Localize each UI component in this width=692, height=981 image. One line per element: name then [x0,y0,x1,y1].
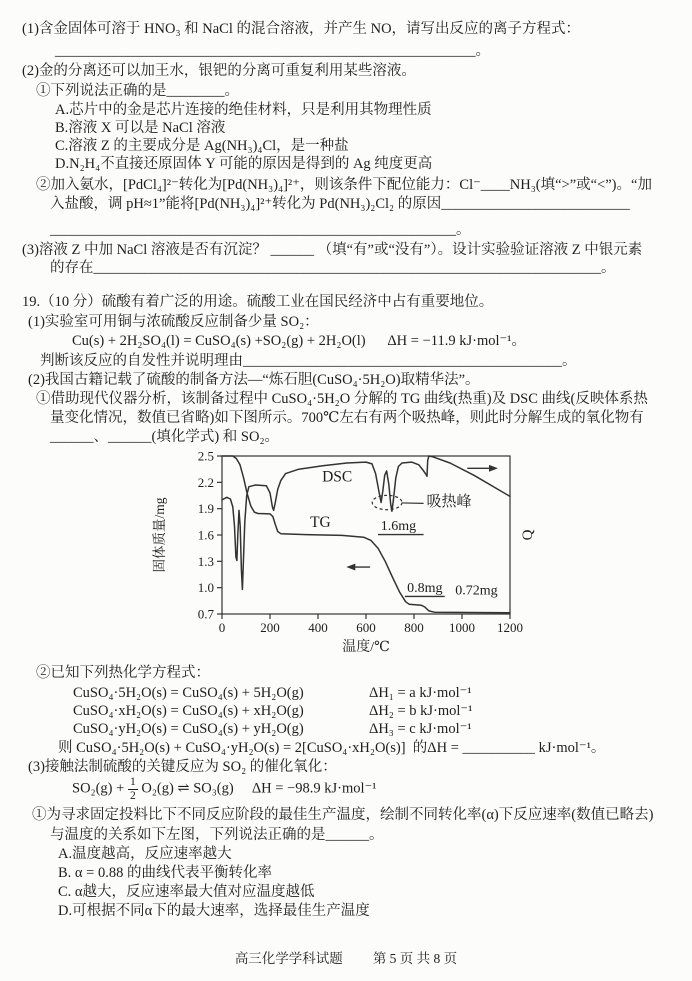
mass-label: 0.72mg [455,583,498,599]
q18-sub2-line1: ②加入氨水，[PdCl₄]²⁻转化为[Pd(NH₃)₄]²⁺，则该条件下配位能力：Cl⁻____NH₃(填“>”或“<”)。“加 [36,177,652,193]
x-axis-label: 温度/℃ [342,640,390,655]
q19-heading: 19.（10 分）硫酸有着广泛的用途。硫酸工业在国民经济中占有重要地位。 [22,294,494,310]
exam-title: 高三化学学科试题 [234,951,343,966]
q19-part1-equation: Cu(s) + 2H₂SO₄(l) = CuSO₄(s) +SO₂(g) + 2H₂O(l) ΔH = −11.9 kJ·mol⁻¹。 [72,333,526,349]
eq1-dh: ΔH₁ = a kJ·mol⁻¹ [369,685,472,701]
q18-option-a: A.芯片中的金是芯片连接的绝佳材料，只是利用其物理性质 [55,102,432,118]
mass-label: 1.6mg [380,519,417,535]
q19-option-a: A.温度越高，反应速率越大 [58,846,232,862]
mass-label: 0.8mg [407,581,443,597]
q18-part3-line1: (3)溶液 Z 中加 NaCl 溶液是否有沉淀？ ______ （填“有”或“没有”）。设计实验验证溶液 Z 中银元素 [22,242,643,258]
q18-option-b: B.溶液 X 可以是 NaCl 溶液 [55,120,226,136]
y-tick-label: 1.9 [197,501,214,517]
q19-sub3-line2: 与温度的关系如下左图，下列说法正确的是______。 [50,827,384,843]
x-tick-label: 200 [260,620,280,635]
q19-option-c: C. α越大，反应速率最大值对应温度越低 [58,884,315,900]
q19-sub1-line2: 量变化情况，数值已省略)如下图所示。700℃左右有两个吸热峰，则此时分解生成的氧化物有 [50,410,644,426]
q19-sub3-line1: ①为寻求固定投料比下不同反应阶段的最佳生产温度，绘制不同转化率(α)下反应速率(数值已略去) [32,807,654,823]
q19-thermo-eq3 [73,720,472,739]
eq1-left: CuSO₄·5H₂O(s) = CuSO₄(s) + 5H₂O(g) [73,685,304,701]
y-axis-label-left: 固体质量/mg [152,497,167,573]
q19-sub2-stem: ②已知下列热化学方程式： [36,665,210,681]
q19-option-b: B. α = 0.88 的曲线代表平衡转化率 [58,865,272,881]
dsc-label: DSC [322,468,353,486]
endotherm-peaks-ellipse [372,495,402,509]
y-tick-label: 2.5 [197,448,214,464]
endotherm-label: 吸热峰 [426,494,472,511]
tg-axis-arrow-head [346,564,355,571]
q18-part1-blank: __________________________________________________________。 [55,43,490,59]
tg-dsc-chart [150,446,550,662]
tg-label: TG [310,514,331,532]
dsc-curve [222,456,510,589]
eq2-dh: ΔH₂ = b kJ·mol⁻¹ [369,703,473,719]
eq3-left: CuSO₄·yH₂O(s) = CuSO₄(s) + yH₂O(g) [73,721,304,737]
q19-part3-text: (3)接触法制硫酸的关键反应为 SO₂ 的催化氧化： [28,759,337,775]
x-tick-label: 1000 [449,620,475,635]
q18-sub1-stem: ①下列说法正确的是________。 [36,83,239,99]
q18-option-d: D.N₂H₄不直接还原固体 Y 可能的原因是得到的 Ag 纯度更高 [55,156,433,172]
q19-sub1-line3: ______、______(填化学式) 和 SO₂。 [50,429,279,445]
q19-sub1-line1: ①借助现代仪器分析，该制备过程中 CuSO₄·5H₂O 分解的 TG 曲线(热重)及 DSC 曲线(反映体系热 [36,391,648,407]
x-tick-label: 400 [308,620,328,635]
so2-eq-pre: SO₂(g) + [72,780,128,797]
q19-option-d: D.可根据不同α下的最大速率，选择最佳生产温度 [58,903,370,919]
dsc-axis-arrow-head [489,465,498,472]
q19-part1-question: 判断该反应的自发性并说明理由____________________________________________。 [40,353,577,369]
y-tick-label: 2.2 [197,474,214,490]
so2-eq-post: O₂(g) ⇌ SO₃(g) ΔH = −98.9 kJ·mol⁻¹ [137,780,377,797]
q18-part3-line2: 的存在______________________________________________________________________。 [50,260,616,276]
x-tick-label: 800 [404,620,424,635]
x-tick-label: 1200 [497,620,523,635]
x-tick-label: 600 [356,620,376,635]
q18-option-c: C.溶液 Z 的主要成分是 Ag(NH₃)₄Cl，是一种盐 [55,138,349,154]
y-axis-label-right: Q [520,529,536,541]
q19-part2-text: (2)我国古籍记载了硫酸的制备方法—“炼石胆(CuSO₄·5H₂O)取精华法”。 [28,372,480,388]
page-footer [0,947,692,967]
q19-hess-question: 则 CuSO₄·5H₂O(s) + CuSO₄·yH₂O(s) = 2[CuSO₄·xH₂O(s)] 的ΔH = __________ kJ·mol⁻¹。 [58,740,606,756]
q18-part1-text: (1)含金固体可溶于 HNO₃ 和 NaCl 的混合溶液，并产生 NO，请写出反应的离子方程式： [22,21,581,37]
tg-dsc-chart-svg [150,446,550,661]
y-tick-label: 0.7 [197,606,214,622]
y-tick-label: 1.3 [197,553,214,569]
y-tick-label: 1.6 [197,527,214,543]
q19-part1-text: (1)实验室可用铜与浓硫酸反应制备少量 SO₂： [28,314,319,330]
q19-thermo-eq2 [73,702,472,721]
page-number: 第 5 页 共 8 页 [372,951,458,966]
one-half-fraction: $\frac{1}{2}$ [129,775,136,802]
q18-part2-text: (2)金的分离还可以加王水，银钯的分离可重复利用某些溶液。 [22,63,416,79]
q18-sub2-line2: 入盐酸，调 pH≈1”能将[Pd(NH₃)₄]²⁺转化为 Pd(NH₃)₂Cl₂ 的原因__________________________ [50,196,630,212]
eq2-left: CuSO₄·xH₂O(s) = CuSO₄(s) + xH₂O(g) [73,703,304,719]
q18-sub2-blank: ________________________________________________________。 [50,222,471,238]
x-tick-label: 0 [218,620,226,635]
y-tick-label: 1.0 [197,580,214,596]
q19-so2-equation [72,776,377,803]
q19-thermo-eq1 [73,684,472,703]
eq3-dh: ΔH₃ = c kJ·mol⁻¹ [369,721,472,737]
